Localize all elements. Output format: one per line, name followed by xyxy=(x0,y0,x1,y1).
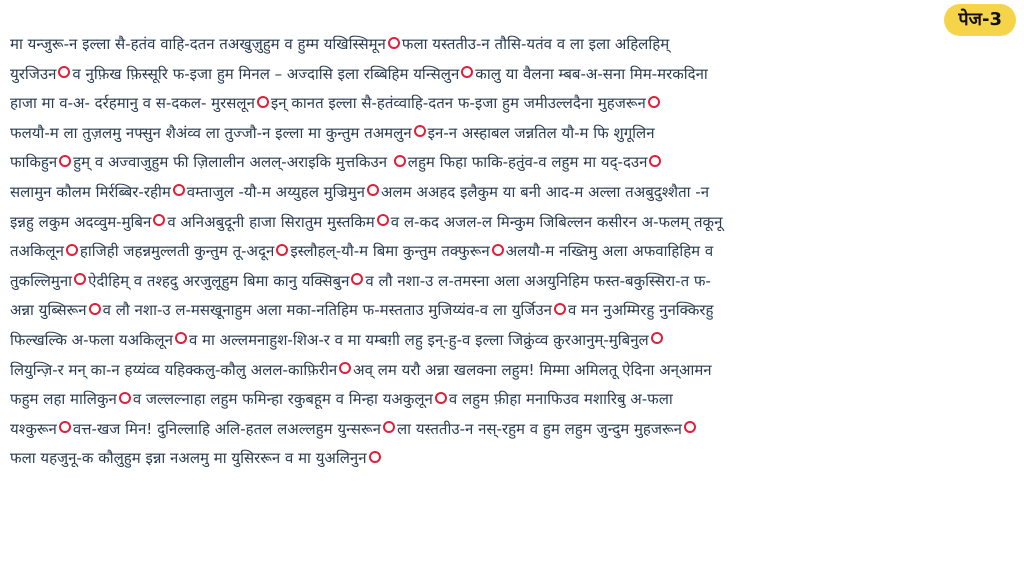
text-segment: व लौ नशा-उ ल-मसखूनाहुम अला मका-नतिहिम फ-मस्तताउ मुजिय्यंव-व ला युर्जिउन xyxy=(102,301,552,320)
verse-end-circle-icon xyxy=(58,66,70,78)
text-line xyxy=(10,356,970,386)
text-segment: इन-न अस्हाबल जन्नतिल यौ-म फि शुगूलिन xyxy=(427,123,655,142)
text-segment: अन्ना युब्सिरून xyxy=(10,301,87,320)
text-segment: फाकिहुन xyxy=(10,153,58,172)
text-segment: वत्त-खज मिन! दुनिल्लाहि अलि-हतल लअल्लहुम युन्सरून xyxy=(72,419,381,438)
verse-end-circle-icon xyxy=(461,66,473,78)
text-segment: फहुम लहा मालिकुन xyxy=(10,390,117,409)
text-line xyxy=(10,208,970,238)
verse-end-circle-icon xyxy=(257,96,269,108)
text-segment: व मा अल्लमनाहुश-शिअ-र व मा यम्बग़ी लहु इन्-हु-व इल्ला जिक्रुंव्व क़ुरआनुम्-मुबिनुल xyxy=(188,330,649,349)
text-segment: युरजिउन xyxy=(10,64,57,83)
verse-end-circle-icon xyxy=(377,214,389,226)
text-segment: इन् कानत इल्ला सै-हतंव्वाहि-दतन फ-इजा हुम जमीउल्लदैना मुहजरून xyxy=(270,94,646,113)
text-segment: हाजिही जहन्नमुल्लती कुन्तुम तू-अदून xyxy=(79,242,275,261)
verse-end-circle-icon xyxy=(414,125,426,137)
text-segment: यश्कुरून xyxy=(10,419,57,438)
text-segment: व लहुम फ़ीहा मनाफिउव मशारिबु अ-फला xyxy=(448,390,673,409)
text-segment: हुम् व अज्वाजुहुम फी ज़िलालीन अलल्-अराइकि मुत्तकिउन xyxy=(73,153,392,172)
text-segment: तअकिलून xyxy=(10,242,64,261)
text-line xyxy=(10,30,970,60)
verse-end-circle-icon xyxy=(492,244,504,256)
text-line xyxy=(10,415,970,445)
text-line xyxy=(10,296,970,326)
verse-end-circle-icon xyxy=(684,421,696,433)
text-line xyxy=(10,237,970,267)
text-segment: हाजा मा व-अ- दर्रहमानु व स-दकल- मुरसलून xyxy=(10,94,255,113)
text-line xyxy=(10,89,970,119)
verse-end-circle-icon xyxy=(339,362,351,374)
verse-end-circle-icon xyxy=(173,184,185,196)
verse-end-circle-icon xyxy=(394,155,406,167)
text-line xyxy=(10,119,970,149)
page-number-badge: पेज-3 xyxy=(944,4,1016,36)
text-segment: व जल्लल्नाहा लहुम फमिन्हा रकुबहूम व मिन्हा यअकुलून xyxy=(132,390,433,409)
verse-end-circle-icon xyxy=(66,244,78,256)
text-line xyxy=(10,385,970,415)
verse-end-circle-icon xyxy=(369,451,381,463)
verse-end-circle-icon xyxy=(74,273,86,285)
text-segment: कालु या वैलना म्बब-अ-सना मिम-मरकदिना xyxy=(475,64,708,83)
text-segment: ला यस्ततीउ-न नस्-रहुम व हुम लहुम जुन्दुम मुहजरून xyxy=(397,419,682,438)
text-line xyxy=(10,444,970,474)
text-segment: फला यहजुनू-क कौलुहुम इन्ना नअलमु मा युसिररून व मा युअलिनुन xyxy=(10,449,367,468)
text-segment: अलयौ-म नख्तिमु अला अफवाहिहिम व xyxy=(505,242,714,261)
verse-text-block xyxy=(10,30,970,474)
verse-end-circle-icon xyxy=(383,421,395,433)
text-line xyxy=(10,178,970,208)
text-segment: इन्नहु लकुम अदव्वुम-मुबिन xyxy=(10,212,152,231)
verse-end-circle-icon xyxy=(59,421,71,433)
verse-end-circle-icon xyxy=(59,155,71,167)
verse-end-circle-icon xyxy=(89,303,101,315)
verse-end-circle-icon xyxy=(649,155,661,167)
text-segment: फला यस्ततीउ-न तौसि-यतंव व ला इला अहिलहिम् xyxy=(401,35,670,53)
text-segment: सलामुन कौलम मिर्रब्बिर-रहीम xyxy=(10,182,171,201)
text-segment: व मन नुअम्मिरहु नुनक्किरहु xyxy=(567,301,714,320)
verse-end-circle-icon xyxy=(175,332,187,344)
verse-end-circle-icon xyxy=(276,244,288,256)
verse-end-circle-icon xyxy=(119,392,131,404)
text-segment: व ल-कद अजल-ल मिन्कुम जिबिल्लन कसीरन अ-फलम् तकूनू xyxy=(390,212,723,231)
text-segment: वम्ताजुल -यौ-म अय्युहल मुज्रिमुन xyxy=(186,182,366,201)
text-segment: अव् लम यरौ अन्ना खलक्ना लहुम! मिम्मा अमिलतू ऐदिना अन्आमन xyxy=(353,360,712,379)
text-line xyxy=(10,267,970,297)
verse-end-circle-icon xyxy=(651,332,663,344)
text-segment: व नुफ़िख फ़िस्सूरि फ-इजा हुम मिनल – अज्दासि इला रब्बिहिम यन्सिलुन xyxy=(72,64,460,83)
verse-end-circle-icon xyxy=(351,273,363,285)
text-segment: ऐदीहिम् व तश्हदु अरजुलूहुम बिमा कानु यक्सिबुन xyxy=(88,271,350,290)
text-segment: लहुम फिहा फाकि-हतुंव-व लहुम मा यद्-दउन xyxy=(407,153,648,172)
verse-end-circle-icon xyxy=(648,96,660,108)
verse-end-circle-icon xyxy=(554,303,566,315)
verse-end-circle-icon xyxy=(388,37,400,49)
text-line xyxy=(10,326,970,356)
text-segment: अलम अअहद इलैकुम या बनी आद-म अल्ला तअबुदुश्शैता -न xyxy=(381,182,710,201)
text-line xyxy=(10,60,970,90)
text-segment: तुकल्लिमुना xyxy=(10,271,73,290)
text-segment: इस्लौहल्-यौ-म बिमा कुन्तुम तक्फुरून xyxy=(290,242,490,261)
text-segment: फलयौ-म ला तुज़लमु नफ्सुन शैअंव्व ला तुज्जौ-न इल्ला मा कुन्तुम तअमलुन xyxy=(10,123,412,142)
text-segment: व लौ नशा-उ ल-तमस्ना अला अअयुनिहिम फस्त-बकुस्सिरा-त फ- xyxy=(365,271,711,290)
verse-end-circle-icon xyxy=(367,184,379,196)
text-segment: व अनिअबुदूनी हाजा सिरातुम मुस्तकिम xyxy=(167,212,375,231)
text-line xyxy=(10,148,970,178)
text-segment: मा यन्जुरू-न इल्ला सै-हतंव वाहि-दतन तअखुज़ुहुम व हुम्म यखिस्सिमून xyxy=(10,35,386,53)
text-segment: लियुन्ज़ि-र मन् का-न हय्यंव्व यहिक्कलु-कौलु अलल-काफ़िरीन xyxy=(10,360,338,379)
verse-end-circle-icon xyxy=(435,392,447,404)
text-segment: फिल्खल्कि अ-फला यअकिलून xyxy=(10,330,173,349)
verse-end-circle-icon xyxy=(153,214,165,226)
